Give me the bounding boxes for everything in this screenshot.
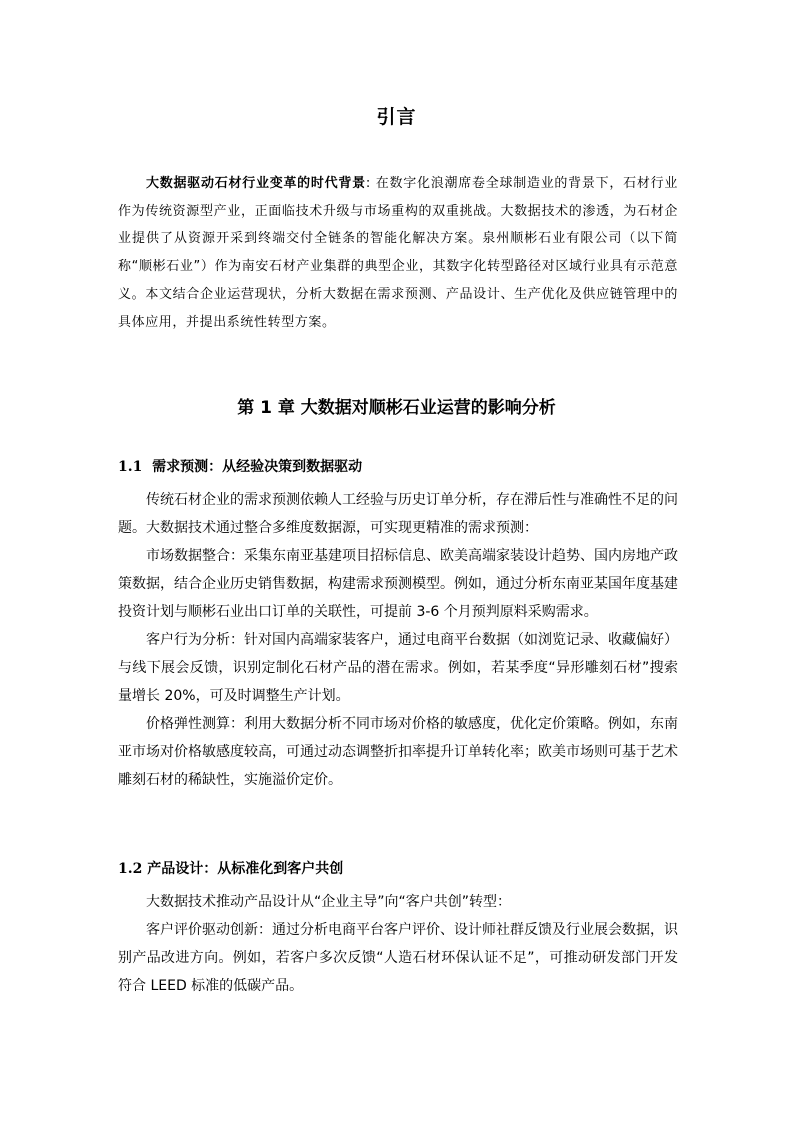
page-title: 引言 [376,106,417,128]
section-number: 1.2 [118,861,143,877]
section-title: 产品设计：从标准化到客户共创 [147,861,344,877]
section-1-2-body [118,888,678,1000]
intro-text: : 在数字化浪潮席卷全球制造业的背景下，石材行业作为传统资源型产业，正面临技术升级与市场重构的双重挑战。大数据技术的渗透，为石材企业提供了从资源开采到终端交付全链条的智能化解决方案。泉州顺彬石业有限公司（以下简称“顺彬石业”）作为南安石材产业集群的典型企业，其数字化转型路径对区域行业具有示范意义。本文结合企业运营现状，分析大数据在需求预测、产品设计、生产优化及供应链管理中的具体应用，并提出系统性转型方案。 [118,176,678,330]
section-heading-1-1 [118,456,362,478]
section-1-1-body [118,486,678,794]
section-heading-1-2 [118,858,343,880]
chapter-heading: 第 1 章 大数据对顺彬石业运营的影响分析 [237,398,556,418]
section-number: 1.1 [118,459,143,475]
section-title: 需求预测：从经验决策到数据驱动 [152,459,363,475]
intro-lead: 大数据驱动石材行业变革的时代背景 [146,176,366,191]
body-paragraph: 客户评价驱动创新：通过分析电商平台客户评价、设计师社群反馈及行业展会数据，识别产品改进方向。例如，若客户多次反馈“人造石材环保认证不足”，可推动研发部门开发符合 LEED 标准的低碳产品。 [118,922,678,994]
body-paragraph: 市场数据整合：采集东南亚基建项目招标信息、欧美高端家装设计趋势、国内房地产政策数据，结合企业历史销售数据，构建需求预测模型。例如，通过分析东南亚某国年度基建投资计划与顺彬石业出口订单的关联性，可提前 3-6 个月预判原料采购需求。 [118,548,678,620]
body-paragraph: 传统石材企业的需求预测依赖人工经验与历史订单分析，存在滞后性与准确性不足的问题。大数据技术通过整合多维度数据源，可实现更精准的需求预测： [118,492,678,536]
body-paragraph: 客户行为分析：针对国内高端家装客户，通过电商平台数据（如浏览记录、收藏偏好）与线下展会反馈，识别定制化石材产品的潜在需求。例如，若某季度“异形雕刻石材”搜索量增长 20%，可及时调整生产计划。 [118,632,678,704]
intro-paragraph [118,170,678,336]
body-paragraph: 价格弹性测算：利用大数据分析不同市场对价格的敏感度，优化定价策略。例如，东南亚市场对价格敏感度较高，可通过动态调整折扣率提升订单转化率；欧美市场则可基于艺术雕刻石材的稀缺性，实施溢价定价。 [118,716,678,788]
body-paragraph: 大数据技术推动产品设计从“企业主导”向“客户共创”转型： [146,894,512,910]
